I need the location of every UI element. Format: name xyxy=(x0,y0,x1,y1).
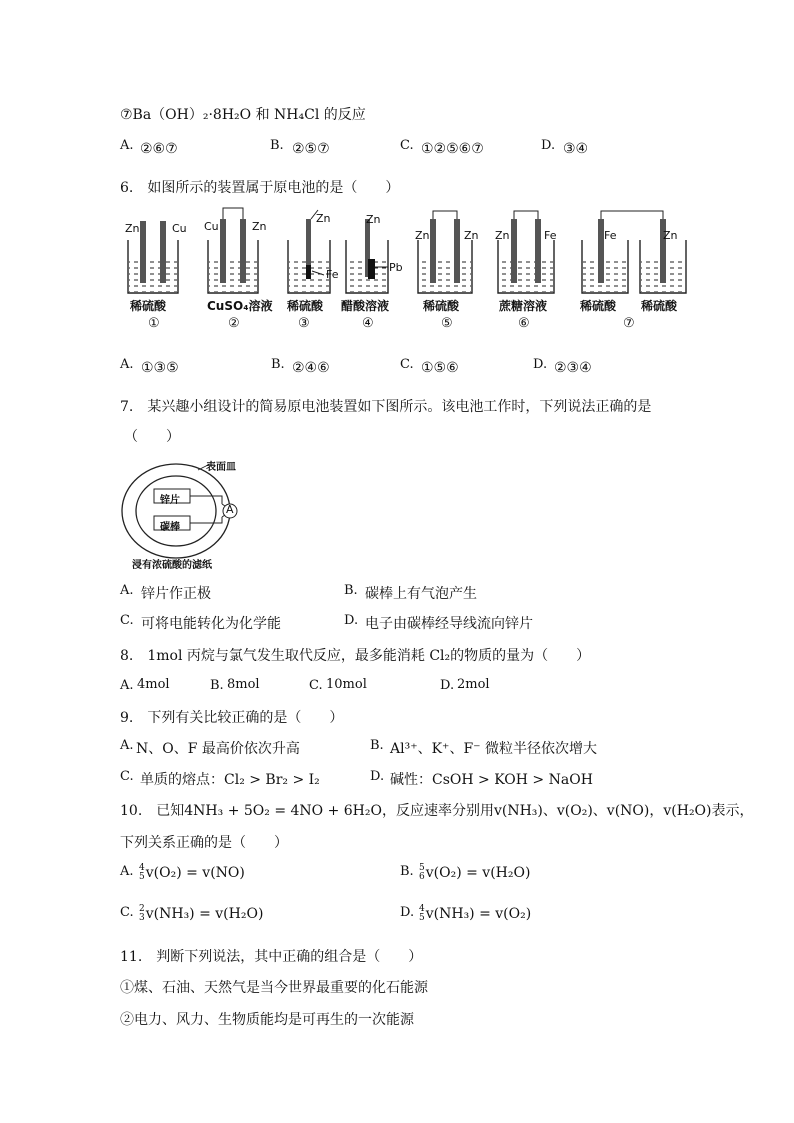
q6-option-a[interactable]: ①③⑤ xyxy=(141,360,179,376)
b2-num: ② xyxy=(228,316,240,331)
b6-el1: Zn xyxy=(495,229,510,242)
q10-option-c-letter: C. xyxy=(120,905,134,920)
q9-option-d-letter: D. xyxy=(370,769,385,784)
q7-option-b[interactable]: 碳棒上有气泡产生 xyxy=(365,586,477,602)
b4-el1: Zn xyxy=(366,213,381,226)
b5-el1: Zn xyxy=(415,229,430,242)
b3-el1: Zn xyxy=(316,212,331,225)
q10-d-num: 4 xyxy=(419,904,425,914)
b4-num: ④ xyxy=(362,316,374,331)
q10-a-den: 5 xyxy=(139,872,145,882)
q10-a-num: 4 xyxy=(139,863,145,873)
q5-option-b[interactable]: ②⑤⑦ xyxy=(292,141,330,157)
b2-el2: Zn xyxy=(252,220,267,233)
b4-solution: 醋酸溶液 xyxy=(341,299,390,313)
b4-el2: Pb xyxy=(389,261,403,274)
q8-option-d[interactable]: 2mol xyxy=(457,677,490,692)
q8-option-b-letter: B. xyxy=(210,678,224,693)
q7-option-d[interactable]: 电子由碳棒经导线流向锌片 xyxy=(365,616,533,632)
beaker-4 xyxy=(346,219,388,293)
q7-figure xyxy=(118,456,268,572)
b1-solution: 稀硫酸 xyxy=(130,299,167,313)
b7-el2: Zn xyxy=(663,229,678,242)
b2-el1: Cu xyxy=(204,220,219,233)
q10-option-d-letter: D. xyxy=(400,905,415,920)
q10-option-b[interactable] xyxy=(419,864,530,882)
q10-option-a-letter: A. xyxy=(120,864,134,879)
q10-d-expr: v(NH₃) = v(O₂) xyxy=(425,906,532,922)
b7-num: ⑦ xyxy=(623,316,635,331)
q7-option-a-letter: A. xyxy=(120,583,134,598)
b3-num: ③ xyxy=(298,316,310,331)
q10-b-den: 6 xyxy=(419,872,425,882)
q6-option-d-letter: D. xyxy=(533,357,548,372)
q5-option-d[interactable]: ③④ xyxy=(563,141,589,157)
q6-option-c-letter: C. xyxy=(400,357,414,372)
q10-c-den: 3 xyxy=(139,913,145,923)
b1-el2: Cu xyxy=(172,222,187,235)
b5-el2: Zn xyxy=(464,229,479,242)
q8-option-c-letter: C. xyxy=(309,678,323,693)
b1-el1: Zn xyxy=(125,222,140,235)
b6-el2: Fe xyxy=(544,229,557,242)
q7-option-b-letter: B. xyxy=(344,583,358,598)
q10-a-expr: v(O₂) = v(NO) xyxy=(145,865,245,881)
q7-option-c-letter: C. xyxy=(120,613,134,628)
q5-option-a[interactable]: ②⑥⑦ xyxy=(140,141,178,157)
q8-option-a[interactable]: 4mol xyxy=(137,677,170,692)
q10-b-expr: v(O₂) = v(H₂O) xyxy=(425,865,531,881)
q11-item-1: ①煤、石油、天然气是当今世界最重要的化石能源 xyxy=(120,980,428,996)
q8-stem: 8. 1mol 丙烷与氯气发生取代反应，最多能消耗 Cl₂的物质的量为（ ） xyxy=(120,648,591,664)
b7-solution-2: 稀硫酸 xyxy=(641,299,678,313)
q10-option-c[interactable] xyxy=(139,905,263,923)
q5-option-a-letter: A. xyxy=(120,138,134,153)
beaker-6 xyxy=(498,211,554,293)
q7-option-c[interactable]: 可将电能转化为化学能 xyxy=(141,616,281,632)
b6-num: ⑥ xyxy=(518,316,530,331)
b5-solution: 稀硫酸 xyxy=(423,299,460,313)
q10-option-a[interactable] xyxy=(139,864,245,882)
b7-solution-1: 稀硫酸 xyxy=(580,299,617,313)
q6-option-c[interactable]: ①⑤⑥ xyxy=(421,360,459,376)
q8-option-b[interactable]: 8mol xyxy=(227,677,260,692)
q10-b-num: 5 xyxy=(419,863,425,873)
q9-stem: 9. 下列有关比较正确的是（ ） xyxy=(120,710,344,726)
beaker-5 xyxy=(418,211,472,293)
q6-option-d[interactable]: ②③④ xyxy=(554,360,592,376)
q9-option-b-letter: B. xyxy=(370,738,384,753)
q11-item-2: ②电力、风力、生物质能均是可再生的一次能源 xyxy=(120,1012,414,1028)
q7-stem-bracket: （ ） xyxy=(124,429,180,445)
q9-option-c-letter: C. xyxy=(120,769,134,784)
q9-option-a-letter: A. xyxy=(120,738,134,753)
b5-num: ⑤ xyxy=(441,316,453,331)
q8-option-a-letter: A. xyxy=(120,678,134,693)
b2-solution: CuSO₄溶液 xyxy=(207,299,273,313)
q10-c-expr: v(NH₃) = v(H₂O) xyxy=(145,906,264,922)
q6-option-b-letter: B. xyxy=(271,357,285,372)
q7-zinc-label: 锌片 xyxy=(160,495,180,506)
q8-option-c[interactable]: 10mol xyxy=(326,677,367,692)
q10-c-num: 2 xyxy=(139,904,145,914)
q7-dish-label: 表面皿 xyxy=(206,462,236,473)
q10-option-d[interactable] xyxy=(419,905,531,923)
q7-carbon-label: 碳棒 xyxy=(160,522,180,533)
q5-option-d-letter: D. xyxy=(541,138,556,153)
q7-paper-label: 浸有浓硫酸的滤纸 xyxy=(132,560,212,571)
q10-stem-2: 下列关系正确的是（ ） xyxy=(120,835,288,851)
b7-el1: Fe xyxy=(604,229,617,242)
b1-num: ① xyxy=(148,316,160,331)
q9-option-d[interactable]: 碱性：CsOH > KOH > NaOH xyxy=(390,772,593,788)
q9-option-a[interactable]: N、O、F 最高价依次升高 xyxy=(136,741,300,757)
q6-stem: 6. 如图所示的装置属于原电池的是（ ） xyxy=(120,180,400,196)
q5-option-c-letter: C. xyxy=(400,138,414,153)
q5-item-7: ⑦Ba（OH）₂·8H₂O 和 NH₄Cl 的反应 xyxy=(120,107,366,123)
b6-solution: 蔗糖溶液 xyxy=(499,299,548,313)
q7-ammeter-label: A xyxy=(226,503,234,516)
q5-option-c[interactable]: ①②⑤⑥⑦ xyxy=(421,141,484,157)
q10-d-den: 5 xyxy=(419,913,425,923)
q7-option-a[interactable]: 锌片作正极 xyxy=(141,586,211,602)
q11-stem: 11. 判断下列说法，其中正确的组合是（ ） xyxy=(120,949,423,965)
q5-option-b-letter: B. xyxy=(270,138,284,153)
b3-el2: Fe xyxy=(326,268,339,281)
beaker-7 xyxy=(582,211,686,293)
q10-stem: 10. 已知4NH₃ + 5O₂ = 4NO + 6H₂O，反应速率分别用v(NH₃)、v(O₂)、v(NO)，v(H₂O)表示， xyxy=(120,803,754,819)
q9-option-b[interactable]: Al³⁺、K⁺、F⁻ 微粒半径依次增大 xyxy=(390,741,597,757)
q6-option-a-letter: A. xyxy=(120,357,134,372)
b3-solution: 稀硫酸 xyxy=(287,299,324,313)
q7-option-d-letter: D. xyxy=(344,613,359,628)
q7-stem: 7. 某兴趣小组设计的简易原电池装置如下图所示。该电池工作时，下列说法正确的是 xyxy=(120,399,652,415)
q8-option-d-letter: D. xyxy=(440,678,455,693)
q9-option-c[interactable]: 单质的熔点：Cl₂ > Br₂ > I₂ xyxy=(140,772,320,788)
q10-option-b-letter: B. xyxy=(400,864,414,879)
q6-option-b[interactable]: ②④⑥ xyxy=(292,360,330,376)
